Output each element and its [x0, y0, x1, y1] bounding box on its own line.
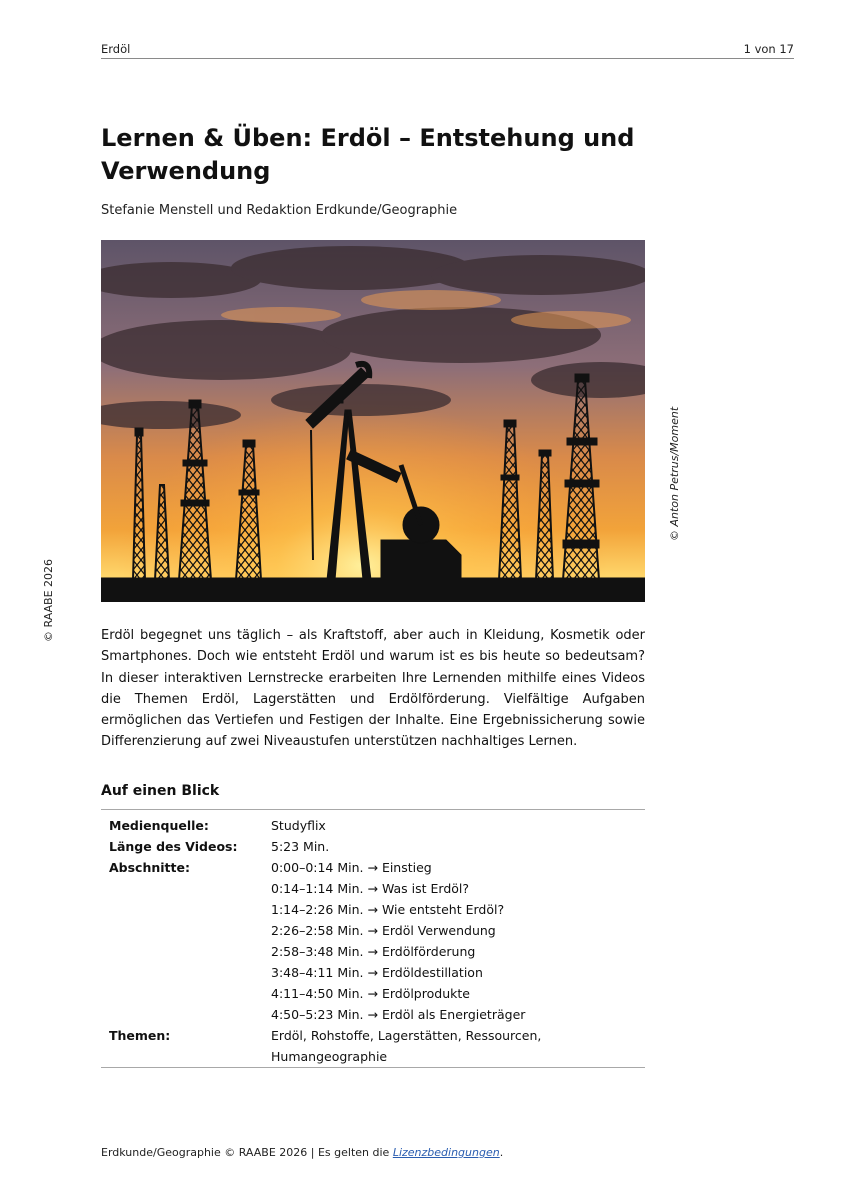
row-value: 2:58–3:48 Min. → Erdölförderung: [271, 944, 476, 959]
table-row: [101, 941, 645, 962]
table-row: [101, 1004, 645, 1025]
table-row: [101, 857, 645, 878]
table-row: [101, 810, 645, 837]
row-label: [101, 899, 271, 920]
overview-table: [101, 809, 645, 1068]
row-label: [101, 878, 271, 899]
row-value: Erdöl, Rohstoffe, Lagerstätten, Ressourcen, Humangeographie: [271, 1028, 542, 1064]
row-value: 4:50–5:23 Min. → Erdöl als Energieträger: [271, 1007, 526, 1022]
row-label: Medienquelle:: [109, 818, 209, 833]
table-row: [101, 962, 645, 983]
row-label: Abschnitte:: [109, 860, 190, 875]
table-row: [101, 920, 645, 941]
row-label: Themen:: [109, 1028, 171, 1043]
license-link[interactable]: Lizenzbedingungen: [392, 1146, 500, 1159]
row-value: 4:11–4:50 Min. → Erdölprodukte: [271, 986, 470, 1001]
table-row: [101, 1025, 645, 1068]
page-footer: [101, 1146, 503, 1159]
page-title: Lernen & Üben: Erdöl – Entstehung und Verwendung: [101, 124, 635, 185]
photo-credit: © Anton Petrus/Moment: [668, 406, 681, 541]
row-label: [101, 962, 271, 983]
row-label: [101, 920, 271, 941]
row-label: Länge des Videos:: [109, 839, 238, 854]
row-value: Studyflix: [271, 818, 326, 833]
row-value: 3:48–4:11 Min. → Erdöldestillation: [271, 965, 483, 980]
row-value: 0:14–1:14 Min. → Was ist Erdöl?: [271, 881, 470, 896]
author-line: Stefanie Menstell und Redaktion Erdkunde/Geographie: [101, 203, 458, 218]
table-row: [101, 899, 645, 920]
row-label: [101, 983, 271, 1004]
row-value: 0:00–0:14 Min. → Einstieg: [271, 860, 432, 875]
running-header: [101, 42, 794, 59]
table-row: [101, 836, 645, 857]
table-row: [101, 878, 645, 899]
oil-pump-sunset-illustration: [101, 240, 645, 602]
row-value: 2:26–2:58 Min. → Erdöl Verwendung: [271, 923, 496, 938]
side-copyright: © RAABE 2026: [42, 558, 55, 642]
row-label: [101, 941, 271, 962]
row-value: 5:23 Min.: [271, 839, 330, 854]
table-row: [101, 983, 645, 1004]
intro-paragraph: Erdöl begegnet uns täglich – als Kraftstoff, aber auch in Kleidung, Kosmetik oder Smartphones. Doch wie entsteht Erdöl und warum ist es bis heute so bedeutsam? In dieser interaktiven Lernstrecke erarbeiten Ihre Lernenden mithilfe eines Videos die Themen Erdöl, Lagerstätten und Erdölförderung. Vielfältige Aufgaben ermöglichen das Vertiefen und Festigen der Inhalte. Eine Ergebnissicherung sowie Differenzierung auf zwei Niveaustufen unterstützen nachhaltiges Lernen.: [101, 628, 645, 750]
footer-text: Erdkunde/Geographie © RAABE 2026 | Es gelten die: [101, 1146, 393, 1159]
row-value: 1:14–2:26 Min. → Wie entsteht Erdöl?: [271, 902, 505, 917]
hero-image: [101, 240, 645, 602]
row-label: [101, 1004, 271, 1025]
overview-heading: Auf einen Blick: [101, 783, 220, 799]
page-number: 1 von 17: [743, 42, 794, 56]
footer-end: .: [499, 1146, 504, 1159]
header-title: Erdöl: [101, 42, 131, 56]
